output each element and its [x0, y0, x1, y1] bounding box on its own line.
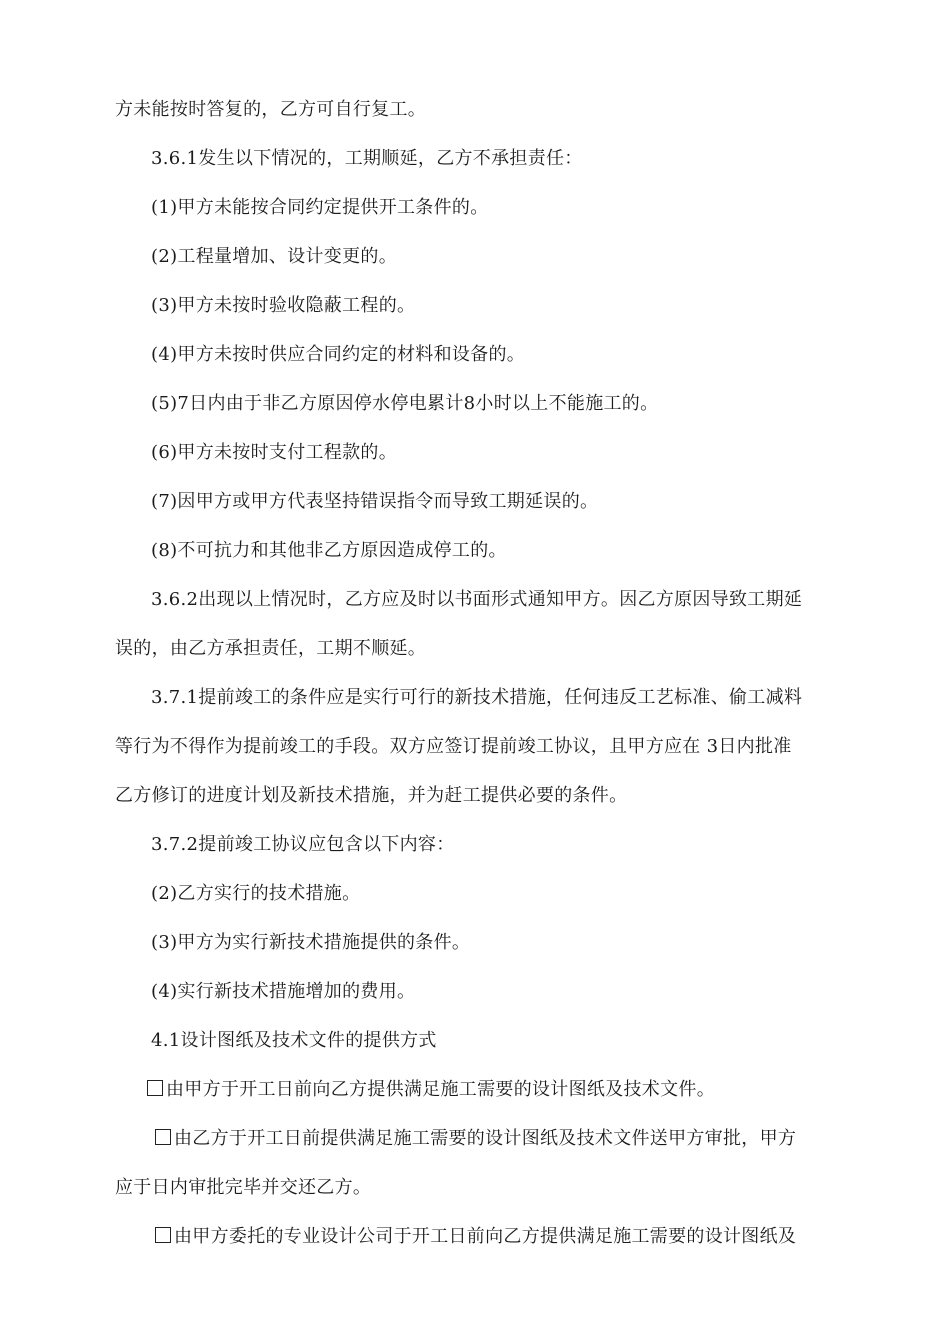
list-item: (2)乙方实行的技术措施。: [151, 883, 361, 904]
clause-3-6-2: [115, 575, 840, 673]
option-2: [115, 1114, 840, 1212]
list-item: (3)甲方未按时验收隐蔽工程的。: [151, 295, 416, 316]
checkbox-icon[interactable]: [155, 1129, 171, 1145]
checkbox-icon[interactable]: [147, 1080, 163, 1096]
paragraph-line: 应于日内审批完毕并交还乙方。: [115, 1177, 372, 1198]
list-item: (5)7日内由于非乙方原因停水停电累计8小时以上不能施工的。: [151, 393, 659, 414]
paragraph-line: 误的，由乙方承担责任，工期不顺延。: [115, 638, 427, 659]
option-text: 由甲方于开工日前向乙方提供满足施工需要的设计图纸及技术文件。: [166, 1079, 715, 1100]
list-item: (1)甲方未能按合同约定提供开工条件的。: [151, 197, 489, 218]
list-item: (4)实行新技术措施增加的费用。: [151, 981, 416, 1002]
option-text: 由甲方委托的专业设计公司于开工日前向乙方提供满足施工需要的设计图纸及: [174, 1226, 797, 1247]
option-text: 由乙方于开工日前提供满足施工需要的设计图纸及技术文件送甲方审批，甲方: [174, 1128, 797, 1149]
clause-3-7-1: [115, 673, 840, 820]
checkbox-icon[interactable]: [155, 1227, 171, 1243]
paragraph-line: 3.7.1提前竣工的条件应是实行可行的新技术措施，任何违反工艺标准、偷工减料: [151, 687, 803, 708]
clause-3-6-1: 3.6.1发生以下情况的，工期顺延，乙方不承担责任：: [151, 148, 583, 169]
paragraph-line: 等行为不得作为提前竣工的手段。双方应签订提前竣工协议，且甲方应在 3日内批准: [115, 736, 792, 757]
list-item: (2)工程量增加、设计变更的。: [151, 246, 397, 267]
paragraph-line: 乙方修订的进度计划及新技术措施，并为赶工提供必要的条件。: [115, 785, 628, 806]
list-item: (3)甲方为实行新技术措施提供的条件。: [151, 932, 471, 953]
clause-3-7-2: 3.7.2提前竣工协议应包含以下内容：: [151, 834, 455, 855]
section-4-1-heading: 4.1设计图纸及技术文件的提供方式: [151, 1030, 437, 1051]
option-3: [115, 1223, 840, 1250]
list-item: (7)因甲方或甲方代表坚持错误指令而导致工期延误的。: [151, 491, 599, 512]
list-item: (8)不可抗力和其他非乙方原因造成停工的。: [151, 540, 507, 561]
paragraph-line: 3.6.2出现以上情况时，乙方应及时以书面形式通知甲方。因乙方原因导致工期延: [151, 589, 803, 610]
option-1: [115, 1076, 840, 1103]
text-line: 方未能按时答复的，乙方可自行复工。: [115, 99, 427, 120]
list-item: (4)甲方未按时供应合同约定的材料和设备的。: [151, 344, 526, 365]
list-item: (6)甲方未按时支付工程款的。: [151, 442, 397, 463]
